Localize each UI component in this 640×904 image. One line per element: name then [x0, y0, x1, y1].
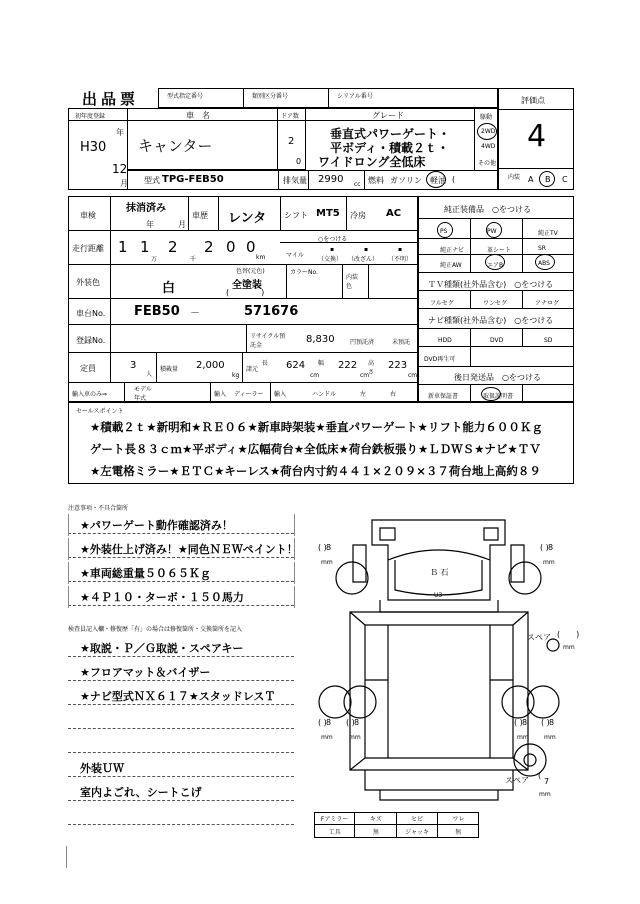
page-title: 出品票 — [82, 90, 140, 108]
score-label: 評価点 — [521, 96, 545, 105]
tire-depth-value: 8 — [522, 718, 528, 727]
grade-line-3: ワイドロング全低床 — [318, 155, 426, 169]
import-label: 輸入車のみ⇒ — [72, 391, 108, 398]
chassis-number: 571676 — [244, 304, 299, 319]
manual-circle — [481, 387, 501, 401]
mileage-digit: 2 — [204, 238, 214, 256]
capacity-label: 定員 — [80, 364, 96, 373]
width-value: 222 — [338, 360, 358, 371]
mileage-digit: 1 — [140, 238, 150, 256]
mileage-label: 走行距離 — [72, 244, 104, 253]
mileage-digit: 1 — [118, 238, 128, 256]
tv-title: ＴＶ種類(社外品含む) ○をつける — [428, 280, 554, 289]
spare-depth-value: 7 — [544, 777, 550, 786]
header-id-box-3 — [328, 88, 498, 108]
truck-diagram — [300, 505, 580, 835]
equipment-item: 革シート — [487, 247, 512, 254]
title-box — [68, 88, 158, 108]
car-name: キャンター — [138, 137, 213, 155]
ac-label: 冷房 — [350, 211, 366, 220]
doors-value: 2 — [288, 136, 295, 147]
legend-cell: ジャッキ — [405, 829, 430, 836]
inspection-value: 抹消済み — [126, 203, 166, 214]
equipment-item: 純正ナビ — [440, 247, 465, 254]
exterior-color-label: 外装色 — [76, 278, 100, 287]
drive-other: その他 — [478, 160, 497, 167]
equipment-item: 純正TV — [538, 230, 558, 237]
inspector-line: ★取説・Ｐ／Ｇ取説・スペアキー — [80, 642, 244, 655]
legend-cell: 無 — [372, 829, 379, 836]
equipment-item: ABS — [538, 260, 550, 267]
history-value: レンタ — [228, 211, 267, 226]
tire-depth-value: 8 — [354, 718, 360, 727]
caution-line: ★４Ｐ１０・ターボ・１５０馬力 — [80, 591, 244, 604]
grade-line-1: 垂直式パワーゲート・ — [330, 127, 451, 141]
model-year-label: モデル年式 — [134, 386, 152, 402]
model-value: TPG-FEB50 — [162, 174, 224, 185]
caution-line: ★外装仕上げ済み！★同色ＮＥＷペイント！ — [80, 543, 298, 556]
equipment-item: SR — [538, 245, 546, 252]
tire-depth-value: 8 — [326, 718, 332, 727]
tire-depth-value: 8 — [548, 543, 554, 552]
navi-title: ナビ種類(社外品含む) ○をつける — [428, 316, 554, 325]
grade-line-2: 平ボディ・積載２ｔ・ — [330, 141, 450, 155]
color-change-value: 全塗装 — [232, 280, 262, 291]
dvd-playback-label: DVD再生可 — [424, 356, 456, 363]
spare-label-bottom: スペア — [505, 776, 529, 785]
tire-depth-value: 8 — [326, 543, 332, 552]
caution-label: 注意事項・不具合箇所 — [68, 505, 129, 512]
recycle-label: リサイクル預託金 — [250, 333, 286, 349]
interior-b-circle — [539, 171, 555, 187]
legend-cell: ヒビ — [411, 816, 424, 823]
abs-circle — [535, 254, 555, 270]
legend-cell: ワレ — [452, 816, 465, 823]
inspection-label: 車検 — [80, 211, 96, 220]
inspector-line: 室内よごれ、シートこげ — [80, 786, 202, 799]
fuel-gasoline: ガソリン — [390, 176, 422, 185]
equipment-item: エアB — [487, 262, 504, 269]
model-label: 型式 — [144, 176, 160, 185]
handle-label: ハンドル — [312, 391, 337, 398]
ac-value: AC — [386, 208, 402, 219]
drive-label: 駆動 — [480, 114, 493, 121]
type-designation-label: 型式指定番号 — [167, 93, 204, 100]
hood-dent-mark: U3 — [434, 592, 443, 599]
equipment-item: 純正AW — [440, 262, 462, 269]
capacity-value: 3 — [130, 360, 137, 371]
fuel-label: 燃料 — [368, 176, 384, 185]
header-id-box-1 — [158, 88, 244, 108]
inspector-line: 外装ＵＷ — [80, 762, 124, 775]
interior-color-label: 内装色 — [346, 274, 359, 290]
tire-depth-value: 8 — [549, 718, 555, 727]
header-id-box-2 — [243, 88, 329, 108]
inspector-label: 検査員記入欄・修復歴「有」の場合は修復箇所・交換箇所を記入 — [68, 626, 243, 633]
mileage-digit: 0 — [226, 238, 236, 256]
first-reg-month: 12 — [112, 162, 128, 176]
dims-label: 諸元 — [246, 366, 259, 373]
legend-cell: キズ — [369, 816, 382, 823]
sales-points-label: セールスポイント — [76, 408, 124, 415]
color-change-label: 色替(元色) — [236, 268, 265, 275]
chassis-model: FEB50 — [134, 304, 180, 319]
height-value: 223 — [388, 360, 408, 371]
displacement-label: 排気量 — [283, 176, 307, 185]
sales-line-2: ゲート長８３ｃｍ★平ボディ★広幅荷台★全低床★荷台鉄板張り★ＬＤＷＳ★ナビ★ＴＶ — [90, 442, 541, 456]
fuel-diesel-circle — [426, 171, 446, 188]
score-value: 4 — [527, 119, 547, 154]
exterior-color-value: 白 — [162, 281, 176, 296]
drive-4wd: 4WD — [481, 143, 496, 150]
equipment-item: PW — [487, 228, 497, 235]
reg-number-label: 登録No. — [76, 336, 106, 345]
equipment-item: PS — [440, 228, 448, 235]
recycle-amount: 8,830 — [306, 334, 335, 345]
sales-line-3: ★左電格ミラー★ＥＴＣ★キーレス★荷台内寸約４４１×２０９×３７荷台地上高約８９ — [90, 464, 541, 478]
grade-label: グレード — [372, 111, 404, 120]
first-reg-label: 初年度登録 — [75, 113, 106, 120]
caution-line: ★パワーゲート動作確認済み！ — [80, 519, 233, 532]
equipment-title: 純正装備品 ○をつける — [444, 205, 531, 214]
inspector-line: ★フロアマット＆バイザー — [80, 666, 211, 679]
displacement-value: 2990 — [318, 174, 344, 185]
serial-number-label: シリアル番号 — [337, 93, 373, 100]
spare-label-top: スペア — [527, 633, 551, 642]
docs-title: 後日発送品 ○をつける — [454, 373, 541, 382]
category-number-label: 類別区分番号 — [252, 93, 289, 100]
pw-circle — [486, 222, 502, 238]
color-number-label: カラーNo. — [290, 269, 318, 276]
chassis-label: 車台No. — [76, 309, 106, 318]
legend-cell: Fアミラー — [320, 816, 349, 823]
mileage-digit: 0 — [246, 238, 256, 256]
doors-label: ドア数 — [281, 113, 299, 120]
fuel-diesel: 軽油 — [430, 176, 446, 185]
history-label: 車歴 — [192, 211, 208, 220]
hood-damage-mark: Ｂ 石 — [430, 568, 449, 577]
legend-cell: 工具 — [328, 829, 341, 836]
inspector-line: ★ナビ型式ＮＸ６１７★スタッドレスＴ — [80, 690, 276, 703]
first-reg-year: H30 — [80, 140, 107, 155]
mileage-digit: 2 — [168, 238, 178, 256]
ps-circle — [437, 222, 453, 238]
load-label: 積載量 — [160, 366, 179, 373]
caution-line: ★車両総重量５０６５Ｋｇ — [80, 567, 211, 580]
interior-label: 内装 — [508, 174, 521, 181]
shift-value: MT5 — [316, 208, 340, 219]
shift-label: シフト — [284, 211, 308, 220]
drive-2wd: 2WD — [481, 128, 496, 135]
car-name-label: 車 名 — [186, 111, 210, 120]
legend-cell: 無 — [455, 829, 462, 836]
load-value: 2,000 — [196, 360, 225, 371]
drive-2wd-circle — [477, 123, 497, 140]
length-value: 624 — [286, 360, 306, 371]
meter-check-note: ○をつける — [318, 236, 348, 243]
airbag-circle — [485, 254, 505, 270]
sales-line-1: ★積載２ｔ★新明和★ＲＥ０６★新車時架装★垂直パワーゲート★リフト能力６００Ｋｇ — [90, 420, 543, 434]
